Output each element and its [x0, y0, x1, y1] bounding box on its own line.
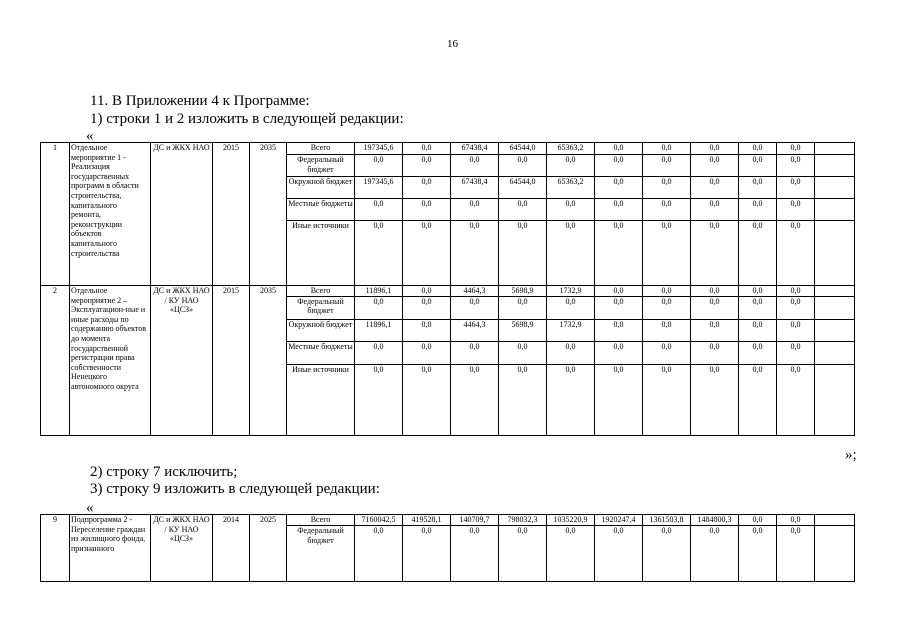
amount-cell: 11896,1 [355, 319, 403, 341]
row-number: 1 [41, 143, 70, 286]
amount-cell: 0,0 [595, 296, 643, 319]
amount-cell: 0,0 [691, 296, 739, 319]
executor: ДС и ЖКХ НАО [151, 143, 213, 286]
amount-cell: 0,0 [777, 177, 815, 199]
amount-cell: 0,0 [777, 199, 815, 221]
funding-source: Федеральный бюджет [287, 296, 355, 319]
amount-cell: 0,0 [595, 526, 643, 582]
amount-cell: 0,0 [499, 526, 547, 582]
funding-source: Окружной бюджет [287, 319, 355, 341]
amount-cell: 0,0 [403, 221, 451, 286]
empty-cell [815, 221, 855, 286]
amount-cell: 0,0 [499, 155, 547, 177]
amount-cell: 0,0 [643, 526, 691, 582]
amount-cell: 0,0 [691, 286, 739, 297]
empty-cell [815, 515, 855, 526]
amount-cell: 67438,4 [451, 177, 499, 199]
amount-cell: 4464,3 [451, 286, 499, 297]
row-number: 2 [41, 286, 70, 436]
amount-cell: 0,0 [777, 286, 815, 297]
amount-cell: 0,0 [595, 341, 643, 364]
amendment-table-rows-1-2 [40, 142, 855, 436]
amount-cell: 0,0 [451, 155, 499, 177]
funding-source: Окружной бюджет [287, 177, 355, 199]
amount-cell: 0,0 [355, 526, 403, 582]
amount-cell: 0,0 [403, 199, 451, 221]
empty-cell [815, 177, 855, 199]
amount-cell: 0,0 [451, 526, 499, 582]
amount-cell: 0,0 [691, 199, 739, 221]
amount-cell: 0,0 [739, 286, 777, 297]
amount-cell: 0,0 [451, 199, 499, 221]
amount-cell: 0,0 [403, 177, 451, 199]
amount-cell: 0,0 [691, 177, 739, 199]
amount-cell: 64544,0 [499, 177, 547, 199]
funding-source: Иные источники [287, 364, 355, 435]
amount-cell: 0,0 [643, 177, 691, 199]
amount-cell: 0,0 [403, 286, 451, 297]
row-number: 9 [41, 515, 70, 582]
amount-cell: 0,0 [403, 296, 451, 319]
amount-cell: 0,0 [777, 296, 815, 319]
empty-cell [815, 341, 855, 364]
amount-cell: 0,0 [547, 221, 595, 286]
amount-cell: 0,0 [777, 155, 815, 177]
amount-cell: 11896,1 [355, 286, 403, 297]
amount-cell: 0,0 [777, 515, 815, 526]
amount-cell: 1732,9 [547, 319, 595, 341]
amount-cell: 0,0 [643, 286, 691, 297]
amendment-table-row-9 [40, 514, 855, 582]
open-quote-2: « [86, 500, 94, 516]
amount-cell: 0,0 [355, 155, 403, 177]
amount-cell: 140709,7 [451, 515, 499, 526]
close-quote: »; [845, 447, 857, 463]
amount-cell: 0,0 [691, 364, 739, 435]
amount-cell: 0,0 [595, 199, 643, 221]
table-row [41, 286, 855, 297]
amount-cell: 64544,0 [499, 143, 547, 155]
amount-cell: 0,0 [643, 319, 691, 341]
amount-cell: 0,0 [499, 221, 547, 286]
amount-cell: 0,0 [643, 155, 691, 177]
empty-cell [815, 296, 855, 319]
amount-cell: 0,0 [451, 341, 499, 364]
funding-source: Всего [287, 515, 355, 526]
amount-cell: 0,0 [547, 364, 595, 435]
amount-cell: 5698,9 [499, 319, 547, 341]
amount-cell: 1484800,3 [691, 515, 739, 526]
amount-cell: 0,0 [403, 319, 451, 341]
amount-cell: 0,0 [451, 364, 499, 435]
table-row [41, 515, 855, 526]
item-3-text: 3) строку 9 изложить в следующей редакции: [90, 481, 380, 497]
amount-cell: 0,0 [739, 296, 777, 319]
amount-cell: 0,0 [403, 341, 451, 364]
amount-cell: 1361503,8 [643, 515, 691, 526]
amount-cell: 0,0 [739, 199, 777, 221]
empty-cell [815, 155, 855, 177]
amount-cell: 0,0 [739, 364, 777, 435]
amount-cell: 0,0 [691, 526, 739, 582]
amount-cell: 0,0 [547, 296, 595, 319]
funding-source: Всего [287, 286, 355, 297]
empty-cell [815, 286, 855, 297]
start-year: 2015 [213, 143, 250, 286]
empty-cell [815, 319, 855, 341]
amount-cell: 0,0 [595, 177, 643, 199]
amount-cell: 0,0 [499, 199, 547, 221]
amount-cell: 0,0 [499, 296, 547, 319]
funding-source: Местные бюджеты [287, 341, 355, 364]
amount-cell: 7160042,5 [355, 515, 403, 526]
empty-cell [815, 364, 855, 435]
amount-cell: 0,0 [451, 221, 499, 286]
amount-cell: 0,0 [691, 221, 739, 286]
measure-name: Подпрограмма 2 - Переселение граждан из жилищного фонда, признанного [70, 515, 151, 582]
amount-cell: 0,0 [691, 143, 739, 155]
amount-cell: 798032,3 [499, 515, 547, 526]
amount-cell: 0,0 [643, 296, 691, 319]
amount-cell: 419528,1 [403, 515, 451, 526]
amount-cell: 0,0 [355, 341, 403, 364]
amount-cell: 0,0 [777, 364, 815, 435]
funding-source: Местные бюджеты [287, 199, 355, 221]
amount-cell: 67438,4 [451, 143, 499, 155]
amount-cell: 0,0 [403, 364, 451, 435]
amount-cell: 0,0 [595, 143, 643, 155]
open-quote-1: « [86, 128, 94, 144]
amount-cell: 197345,6 [355, 143, 403, 155]
empty-cell [815, 143, 855, 155]
executor: ДС и ЖКХ НАО / КУ НАО «ЦСЗ» [151, 515, 213, 582]
end-year: 2025 [250, 515, 287, 582]
funding-source: Всего [287, 143, 355, 155]
amount-cell: 0,0 [643, 199, 691, 221]
amount-cell: 0,0 [595, 221, 643, 286]
amount-cell: 0,0 [691, 341, 739, 364]
amount-cell: 0,0 [547, 341, 595, 364]
item-2-text: 2) строку 7 исключить; [90, 464, 238, 480]
amount-cell: 0,0 [643, 341, 691, 364]
amount-cell: 0,0 [547, 526, 595, 582]
amount-cell: 4464,3 [451, 319, 499, 341]
amount-cell: 0,0 [739, 341, 777, 364]
amount-cell: 0,0 [777, 221, 815, 286]
section-heading: 11. В Приложении 4 к Программе: [90, 93, 310, 109]
amount-cell: 0,0 [739, 177, 777, 199]
amount-cell: 0,0 [547, 155, 595, 177]
amount-cell: 0,0 [739, 515, 777, 526]
funding-source: Федеральный бюджет [287, 155, 355, 177]
amount-cell: 0,0 [499, 341, 547, 364]
amount-cell: 0,0 [777, 341, 815, 364]
amount-cell: 0,0 [355, 296, 403, 319]
amount-cell: 0,0 [403, 155, 451, 177]
amount-cell: 0,0 [739, 221, 777, 286]
amount-cell: 1920247,4 [595, 515, 643, 526]
amount-cell: 0,0 [777, 319, 815, 341]
amount-cell: 0,0 [595, 364, 643, 435]
amount-cell: 0,0 [777, 526, 815, 582]
amount-cell: 0,0 [777, 143, 815, 155]
amount-cell: 0,0 [355, 221, 403, 286]
amount-cell: 0,0 [595, 286, 643, 297]
amount-cell: 0,0 [355, 364, 403, 435]
amount-cell: 0,0 [739, 319, 777, 341]
amount-cell: 0,0 [451, 296, 499, 319]
page-number: 16 [447, 38, 458, 50]
amount-cell: 0,0 [691, 319, 739, 341]
funding-source: Иные источники [287, 221, 355, 286]
amount-cell: 0,0 [739, 155, 777, 177]
amount-cell: 0,0 [595, 319, 643, 341]
amount-cell: 0,0 [499, 364, 547, 435]
amount-cell: 0,0 [643, 364, 691, 435]
empty-cell [815, 526, 855, 582]
amount-cell: 0,0 [691, 155, 739, 177]
amount-cell: 65363,2 [547, 143, 595, 155]
funding-source: Федеральный бюджет [287, 526, 355, 582]
amount-cell: 1732,9 [547, 286, 595, 297]
amount-cell: 0,0 [643, 221, 691, 286]
amount-cell: 1035220,9 [547, 515, 595, 526]
amount-cell: 0,0 [403, 526, 451, 582]
measure-name: Отдельное мероприятие 2 – Эксплуатацион-ные и иные расходы по содержанию объектов до момента государственной регистрации права собственности Ненецкого автономного округа [70, 286, 151, 436]
start-year: 2015 [213, 286, 250, 436]
end-year: 2035 [250, 286, 287, 436]
amount-cell: 0,0 [403, 143, 451, 155]
item-1-text: 1) строки 1 и 2 изложить в следующей редакции: [90, 111, 404, 127]
amount-cell: 0,0 [739, 143, 777, 155]
amount-cell: 0,0 [643, 143, 691, 155]
amount-cell: 0,0 [547, 199, 595, 221]
amount-cell: 5698,9 [499, 286, 547, 297]
amount-cell: 0,0 [739, 526, 777, 582]
amount-cell: 197345,6 [355, 177, 403, 199]
end-year: 2035 [250, 143, 287, 286]
measure-name: Отдельное мероприятие 1 - Реализация государственных программ в области строительства, капитального ремонта, реконструкции объектов капитального строительства [70, 143, 151, 286]
empty-cell [815, 199, 855, 221]
table-row [41, 143, 855, 155]
executor: ДС и ЖКХ НАО / КУ НАО «ЦСЗ» [151, 286, 213, 436]
amount-cell: 0,0 [355, 199, 403, 221]
amount-cell: 65363,2 [547, 177, 595, 199]
amount-cell: 0,0 [595, 155, 643, 177]
start-year: 2014 [213, 515, 250, 582]
